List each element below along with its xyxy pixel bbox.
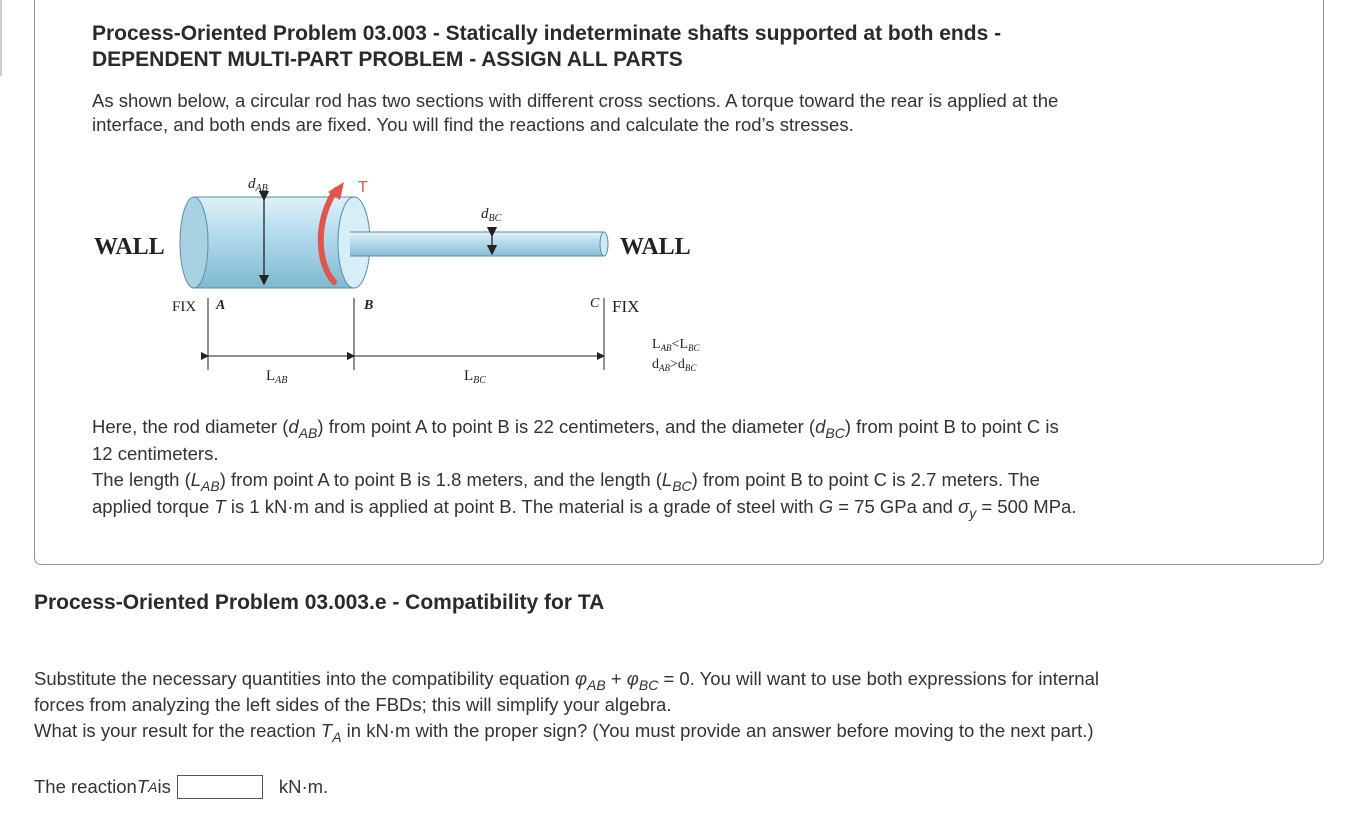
- problem-title-line1: Process-Oriented Problem 03.003 - Statically indeterminate shafts supported at both ends -: [92, 22, 1002, 45]
- dab-label: $d_{AB}$: [248, 176, 268, 194]
- answer-unit: kN·m.: [278, 776, 329, 797]
- instruction-line1: Substitute the necessary quantities into the compatibility equation $\varphi_{AB} + \varphi_{BC} = 0$. You will want to use both expressions for internal: [34, 668, 1099, 693]
- answer-mid: is: [157, 776, 171, 797]
- part-title: Process-Oriented Problem 03.003.e - Compatibility for TA: [34, 591, 605, 614]
- torque-label: T: [358, 179, 368, 196]
- given-line3: The length $(L_{AB})$ from point A to point B is 1.8 meters, and the length $(L_{BC})$ from point B to point C is 2.7 meters. The: [92, 469, 1040, 494]
- problem-title: [92, 21, 1252, 73]
- lbc-label: $L_{BC}$: [464, 368, 486, 386]
- wall-left-label: WALL: [94, 234, 165, 260]
- page-edge-marker: [0, 0, 2, 76]
- intro-line1: As shown below, a circular rod has two sections with different cross sections. A torque toward the rear is applied at the: [92, 90, 1059, 111]
- answer-prefix: The reaction: [34, 776, 137, 797]
- given-line2: 12 centimeters.: [92, 443, 219, 464]
- relation-lengths: $L_{AB}<L_{BC}$: [652, 337, 700, 353]
- dbc-label: $d_{BC}$: [481, 206, 502, 224]
- shaft-ab-left-face: [180, 197, 208, 288]
- instruction-line3: What is your result for the reaction $T_A$ in kN·m with the proper sign? (You must provide an answer before moving to the next part.): [34, 720, 1094, 745]
- intro-line2: interface, and both ends are fixed. You will find the reactions and calculate the rod’s stresses.: [92, 114, 854, 135]
- problem-intro: [92, 89, 1292, 137]
- part-instructions: [34, 666, 1344, 744]
- relation-diameters: $d_{AB}>d_{BC}$: [652, 357, 697, 373]
- point-c-label: C: [590, 296, 600, 311]
- point-a-label: A: [216, 298, 226, 313]
- shaft-diagram: [88, 170, 748, 395]
- reaction-ta-input[interactable]: [177, 775, 263, 799]
- wall-right-label: WALL: [620, 234, 691, 260]
- lab-label: $L_{AB}$: [266, 368, 288, 386]
- answer-row: The reaction T A is kN·m.: [34, 776, 329, 797]
- fix-right-label: FIX: [612, 297, 640, 316]
- shaft-figure: [88, 170, 748, 400]
- given-data: [92, 413, 1292, 521]
- shaft-bc: [350, 232, 604, 256]
- given-line1: Here, the rod diameter $(d_{AB})$ from point A to point B is 22 centimeters, and the diameter $(d_{BC})$ from point B to point C is: [92, 416, 1059, 441]
- point-b-label: B: [364, 298, 374, 313]
- answer-var: T: [136, 776, 149, 797]
- shaft-bc-end: [600, 232, 608, 256]
- problem-title-line2: DEPENDENT MULTI-PART PROBLEM - ASSIGN ALL PARTS: [92, 48, 683, 71]
- instruction-line2: forces from analyzing the left sides of the FBDs; this will simplify your algebra.: [34, 694, 672, 715]
- given-line4: applied torque T is 1 kN·m and is applied at point B. The material is a grade of steel with G = 75 GPa and $\sigma_y = 500$ MPa.: [92, 496, 1077, 521]
- fix-left-label: FIX: [172, 299, 197, 315]
